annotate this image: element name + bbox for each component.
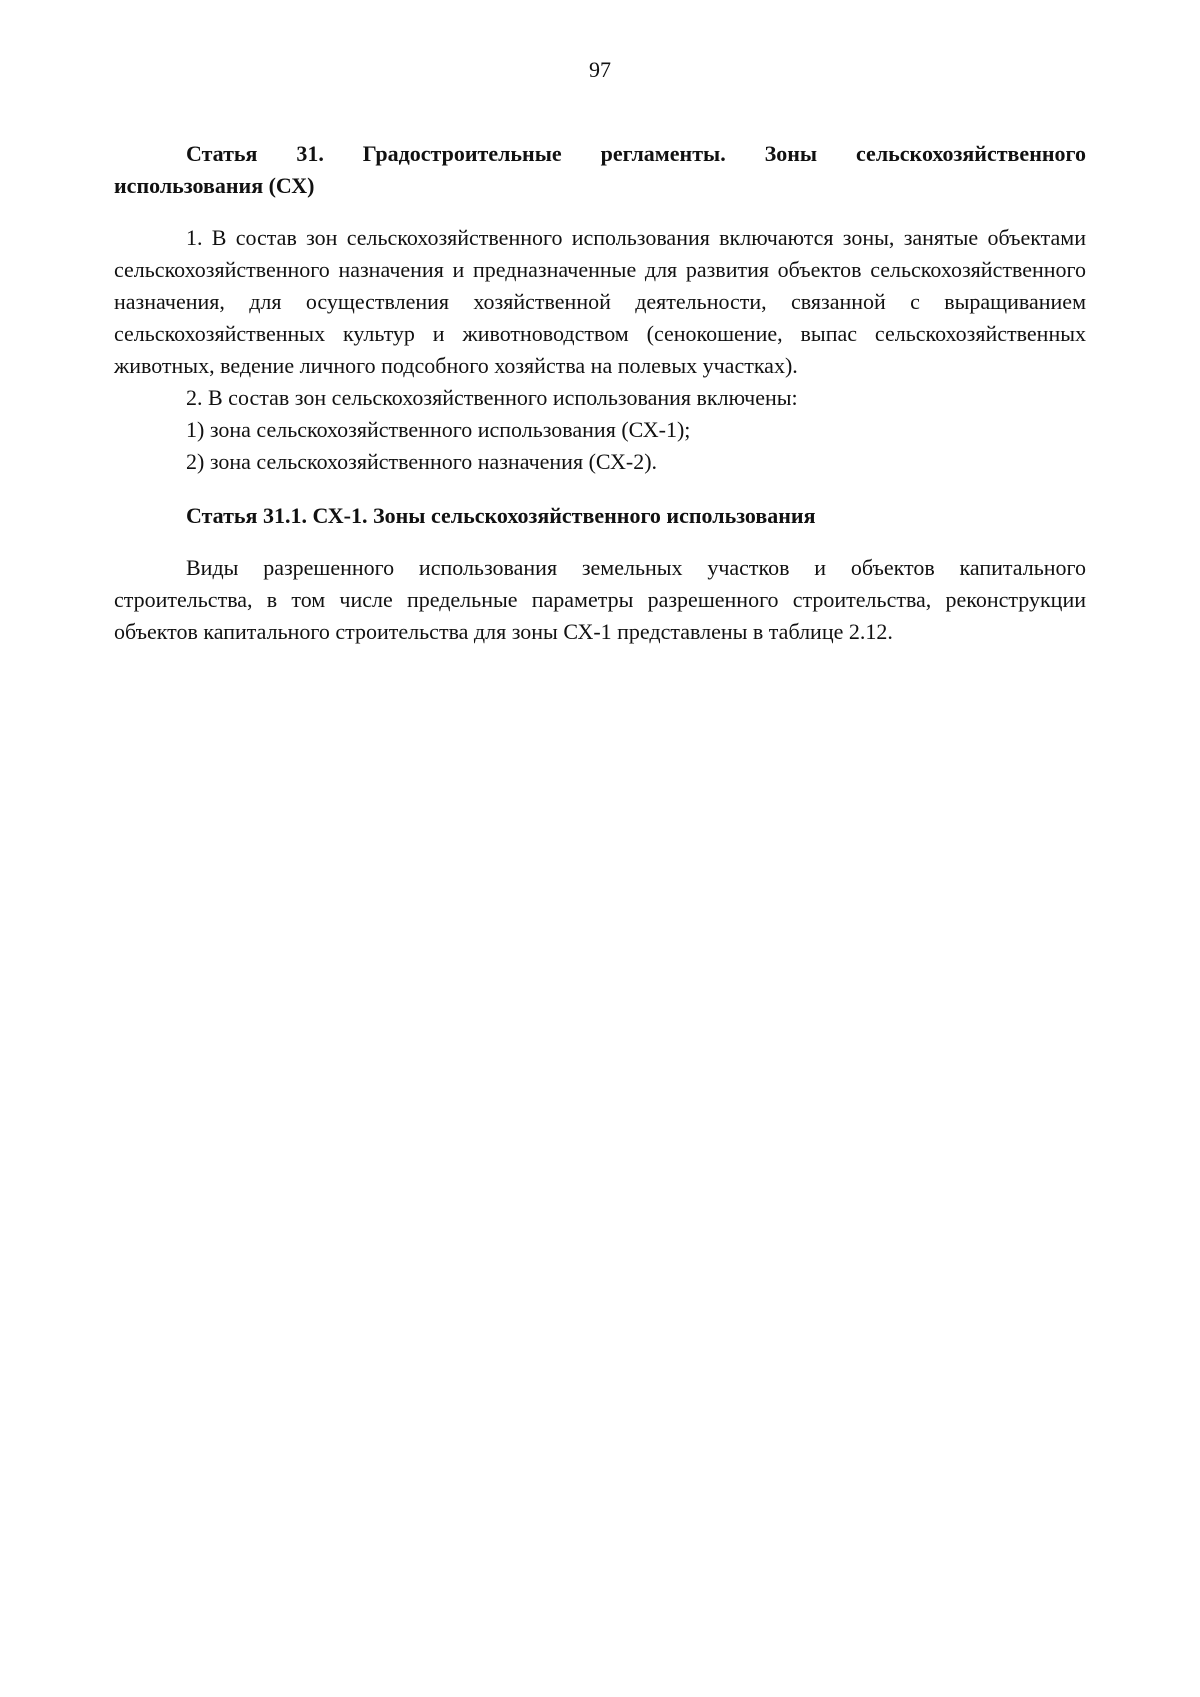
article-31-list-item-1: 1) зона сельскохозяйственного использования (СХ-1); [186, 417, 691, 442]
article-31-heading-line2: использования (СХ) [114, 173, 315, 198]
page-content [114, 138, 1086, 648]
page-number: 97 [589, 57, 611, 82]
article-31-paragraph-2: 2. В состав зон сельскохозяйственного использования включены: [186, 385, 798, 410]
article-31-heading [114, 138, 1086, 202]
article-31-heading-line1: Статья 31. Градостроительные регламенты. Зоны сельскохозяйственного [186, 141, 1086, 166]
article-31-1-heading: Статья 31.1. СХ-1. Зоны сельскохозяйственного использования [186, 503, 816, 528]
article-31-1-paragraph-1: Виды разрешенного использования земельных участков и объектов капитального строительства, в том числе предельные параметры разрешенного строительства, реконструкции объектов капитального строительства для зоны СХ-1 представлены в таблице 2.12. [114, 555, 1086, 644]
article-31-list-item-2: 2) зона сельскохозяйственного назначения (СХ-2). [186, 449, 658, 474]
article-31-paragraph-1: 1. В состав зон сельскохозяйственного использования включаются зоны, занятые объектами сельскохозяйственного назначения и предназначенные для развития объектов сельскохозяйственного назначения, для осуществления хозяйственной деятельности, связанной с выращиванием сельскохозяйственных культур и животноводством (сенокошение, выпас сельскохозяйственных животных, ведение личного подсобного хозяйства на полевых участках). [114, 225, 1086, 378]
